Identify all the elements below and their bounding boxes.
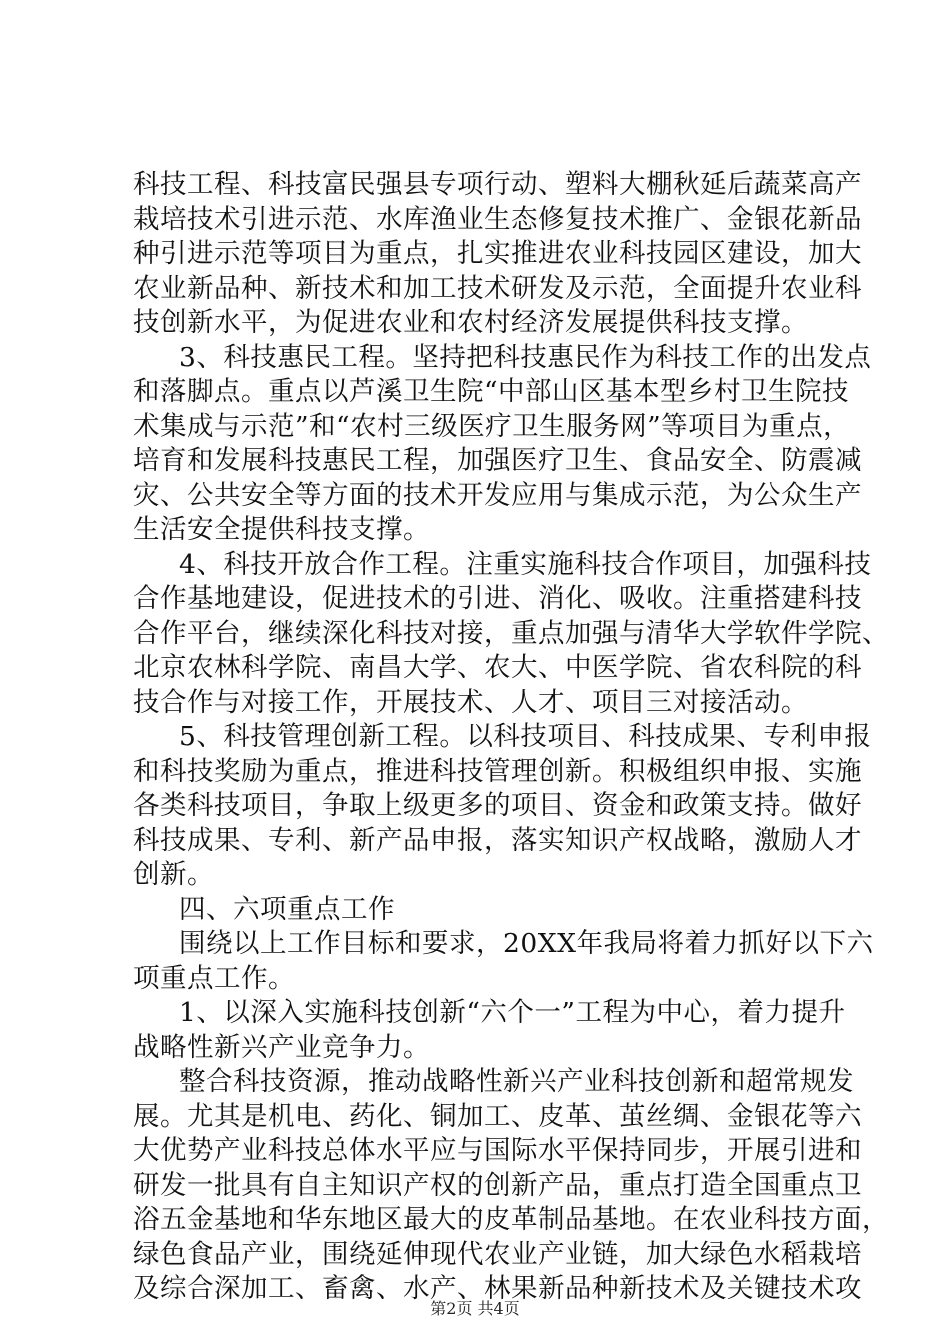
text-line: 培育和发展科技惠民工程，加强医疗卫生、食品安全、防震减 (133, 445, 862, 476)
text-line: 展。尤其是机电、药化、铜加工、皮革、茧丝绸、金银花等六 (133, 1100, 862, 1132)
text-line: 大优势产业科技总体水平应与国际水平保持同步，开展引进和 (133, 1135, 862, 1166)
text-line: 创新。 (133, 859, 214, 890)
text-line: 浴五金基地和华东地区最大的皮革制品基地。在农业科技方面， (133, 1204, 889, 1235)
body-text (133, 168, 889, 1307)
text-line: 各类科技项目，争取上级更多的项目、资金和政策支持。做好 (133, 790, 862, 821)
text-line: 合作平台，继续深化科技对接，重点加强与清华大学软件学院、 (133, 617, 889, 649)
paragraph-start: 3、科技惠民工程。坚持把科技惠民作为科技工作的出发点 (179, 341, 872, 373)
paragraph-start: 4、科技开放合作工程。注重实施科技合作项目，加强科技 (179, 548, 872, 580)
section-heading: 四、六项重点工作 (179, 893, 395, 925)
paragraph-start: 围绕以上工作目标和要求，20XX年我局将着力抓好以下六 (179, 928, 874, 959)
text-line: 和科技奖励为重点，推进科技管理创新。积极组织申报、实施 (133, 755, 862, 787)
text-line: 项重点工作。 (133, 962, 295, 994)
text-line: 及综合深加工、畜禽、水产、林果新品种新技术及关键技术攻 (133, 1273, 862, 1304)
text-line: 农业新品种、新技术和加工技术研发及示范，全面提升农业科 (133, 272, 862, 304)
text-line: 栽培技术引进示范、水库渔业生态修复技术推广、金银花新品 (133, 203, 862, 235)
text-line: 和落脚点。重点以芦溪卫生院“中部山区基本型乡村卫生院技 (133, 376, 850, 407)
page-footer: 第2页 共4页 (430, 1299, 520, 1318)
text-line: 合作基地建设，促进技术的引进、消化、吸收。注重搭建科技 (133, 583, 862, 614)
text-line: 技创新水平，为促进农业和农村经济发展提供科技支撑。 (133, 307, 808, 338)
text-line: 科技成果、专利、新产品申报，落实知识产权战略，激励人才 (133, 824, 862, 856)
text-line: 战略性新兴产业竞争力。 (133, 1031, 430, 1063)
text-line: 科技工程、科技富民强县专项行动、塑料大棚秋延后蔬菜高产 (133, 169, 862, 200)
paragraph-start: 1、以深入实施科技创新“六个一”工程为中心，着力提升 (179, 997, 846, 1028)
paragraph-start: 5、科技管理创新工程。以科技项目、科技成果、专利申报 (179, 721, 872, 752)
paragraph-start: 整合科技资源，推动战略性新兴产业科技创新和超常规发 (179, 1066, 854, 1097)
text-line: 绿色食品产业，围绕延伸现代农业产业链，加大绿色水稻栽培 (133, 1238, 862, 1270)
text-line: 种引进示范等项目为重点，扎实推进农业科技园区建设，加大 (133, 238, 862, 269)
text-line: 灾、公共安全等方面的技术开发应用与集成示范，为公众生产 (133, 479, 862, 511)
text-line: 技合作与对接工作，开展技术、人才、项目三对接活动。 (133, 686, 808, 718)
text-line: 北京农林科学院、南昌大学、农大、中医学院、省农科院的科 (133, 652, 862, 683)
text-line: 生活安全提供科技支撑。 (133, 514, 430, 545)
text-line: 术集成与示范”和“农村三级医疗卫生服务网”等项目为重点， (133, 410, 851, 442)
text-line: 研发一批具有自主知识产权的创新产品，重点打造全国重点卫 (133, 1169, 862, 1201)
